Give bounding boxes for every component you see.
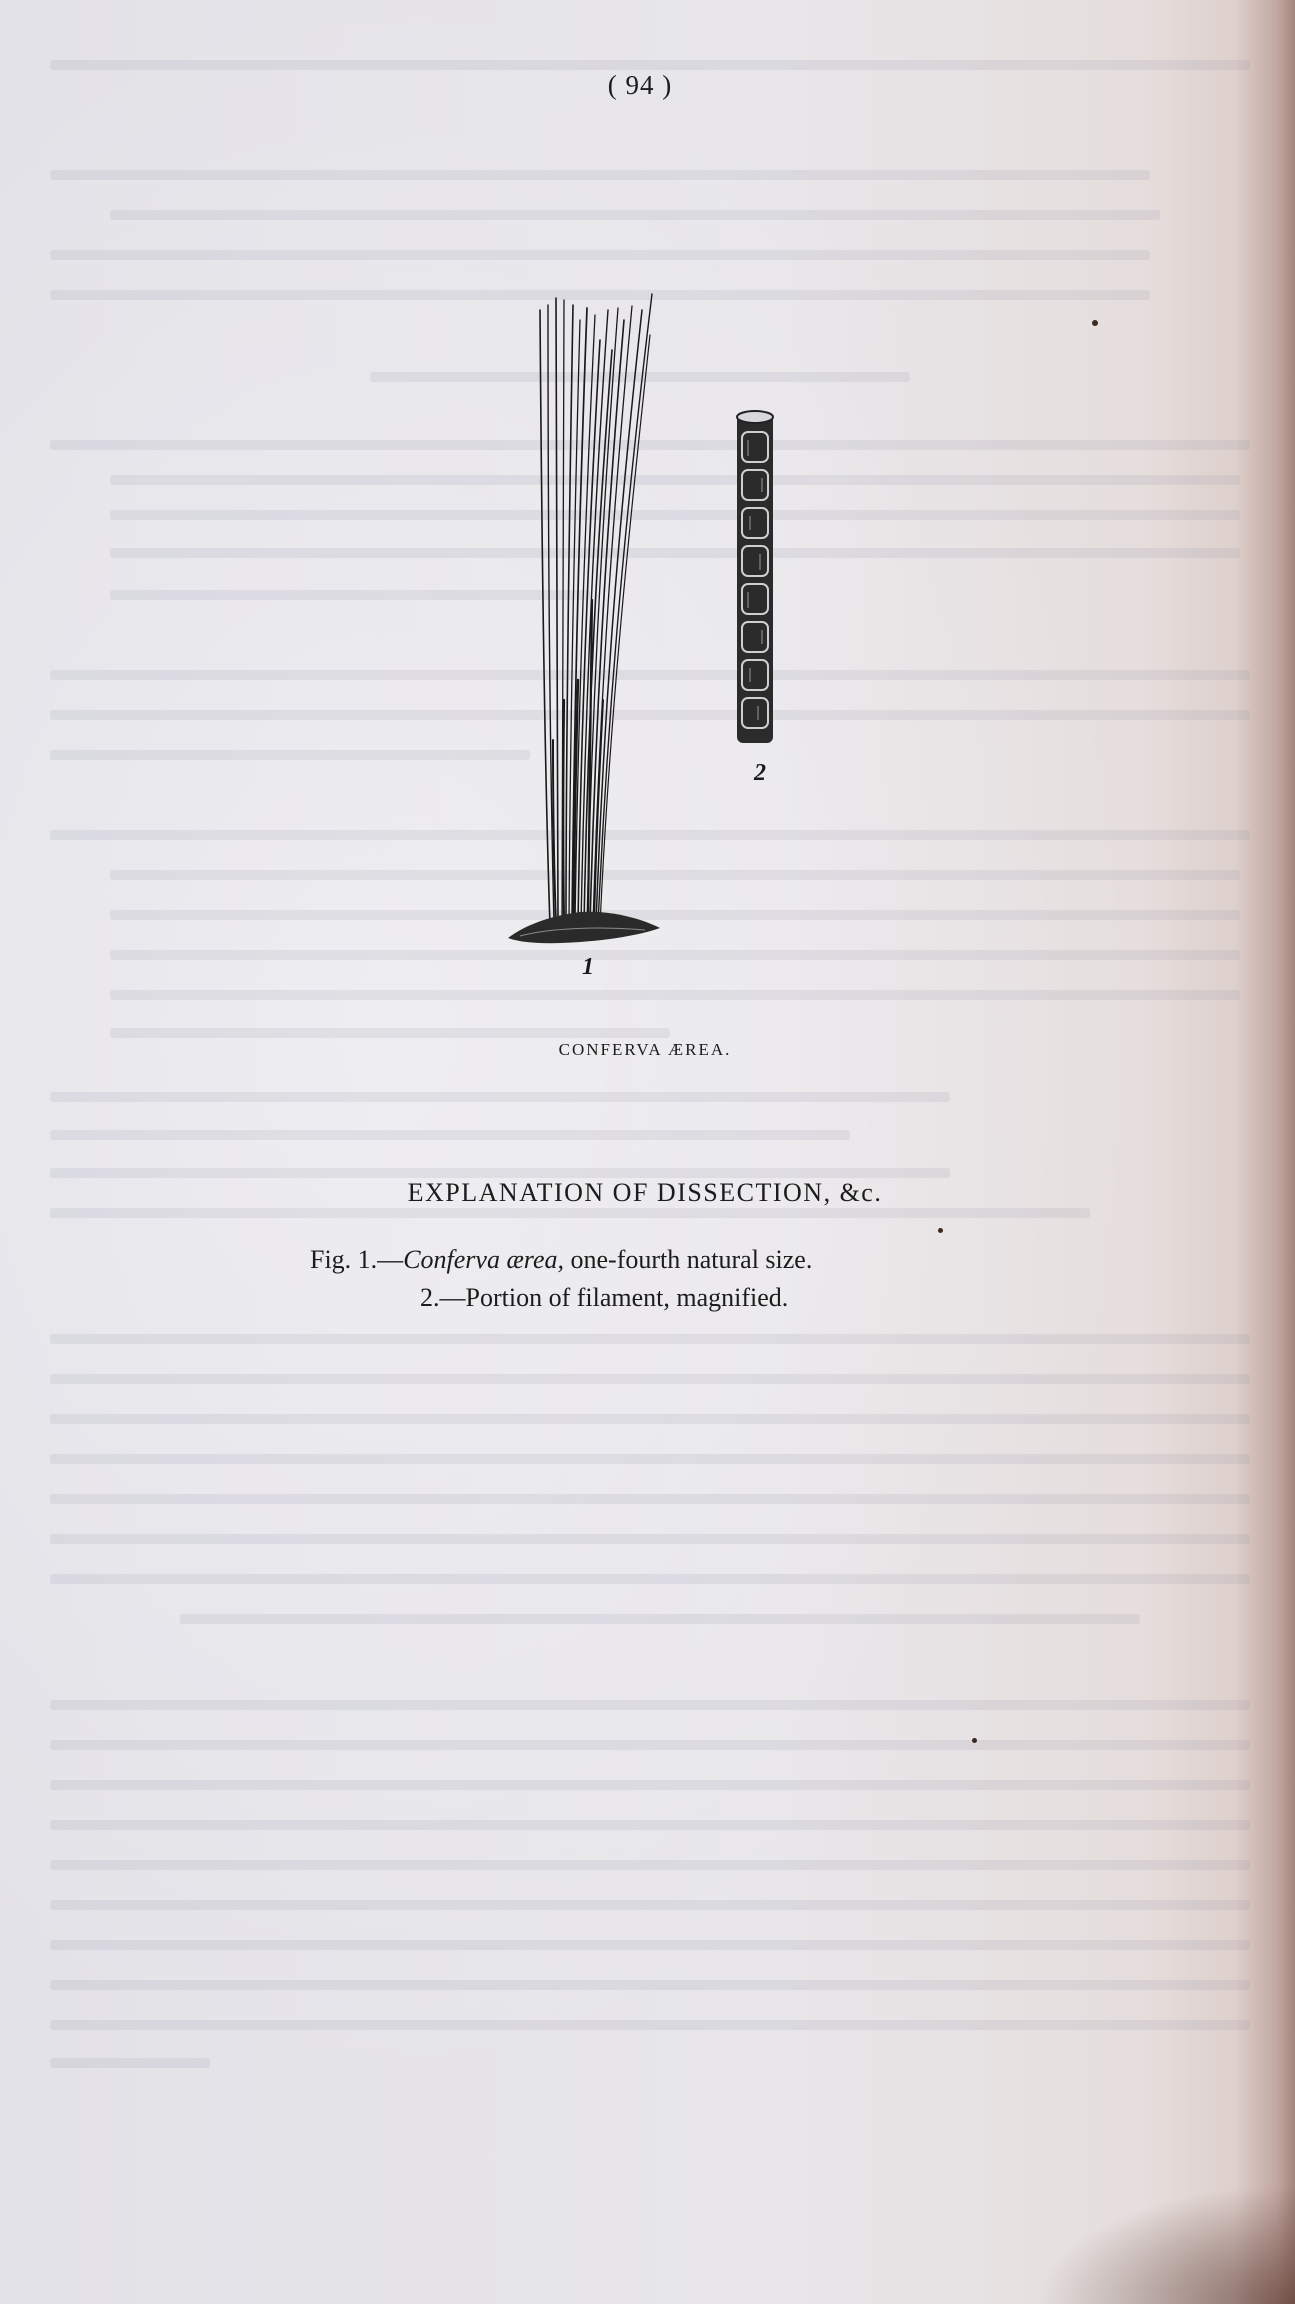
corner-shadow [1035,2184,1295,2304]
fig2-explanation: 2.—Portion of filament, magnified. [420,1283,789,1312]
show-through-line [50,250,1150,260]
show-through-line [50,1940,1250,1950]
paper-speck [938,1228,943,1233]
page-number: ( 94 ) [607,70,673,100]
spine-shadow [1235,0,1295,2304]
show-through-line [50,1780,1250,1790]
conferva-illustration [490,280,810,980]
show-through-line [110,210,1160,220]
show-through-line [50,1374,1250,1384]
show-through-line [50,2058,210,2068]
show-through-line [110,990,1240,1000]
show-through-line [50,1740,1250,1750]
show-through-line [50,1700,1250,1710]
fig1-description: one-fourth natural size. [564,1245,813,1274]
show-through-line [50,1454,1250,1464]
show-through-line [50,1900,1250,1910]
figure-label-1: 1 [582,954,594,980]
filament-tuft [540,294,652,925]
show-through-line [50,1534,1250,1544]
show-through-line [180,1614,1140,1624]
show-through-line [50,170,1150,180]
show-through-line [50,60,1250,70]
show-through-line [50,1574,1250,1584]
figure-caption: CONFERVA ÆREA. [558,1040,732,1059]
magnified-filament [737,411,773,743]
fig1-species: Conferva ærea, [403,1245,564,1274]
fig1-prefix: Fig. 1.— [310,1245,404,1274]
show-through-line [50,1980,1250,1990]
show-through-line [50,1334,1250,1344]
figure-label-2: 2 [754,760,766,786]
show-through-line [50,1860,1250,1870]
show-through-line [50,750,530,760]
show-through-line [50,1130,850,1140]
show-through-line [110,1028,670,1038]
fig1-explanation [310,1245,812,1275]
explanation-heading: EXPLANATION OF DISSECTION, &c. [407,1178,883,1207]
show-through-line [50,1168,950,1178]
show-through-line [50,1820,1250,1830]
substrate-base [508,912,660,944]
show-through-line [50,1494,1250,1504]
show-through-line [50,1414,1250,1424]
show-through-line [50,1208,1090,1218]
paper-speck [972,1738,977,1743]
show-through-line [50,2020,1250,2030]
show-through-line [50,1092,950,1102]
paper-speck [1092,320,1098,326]
